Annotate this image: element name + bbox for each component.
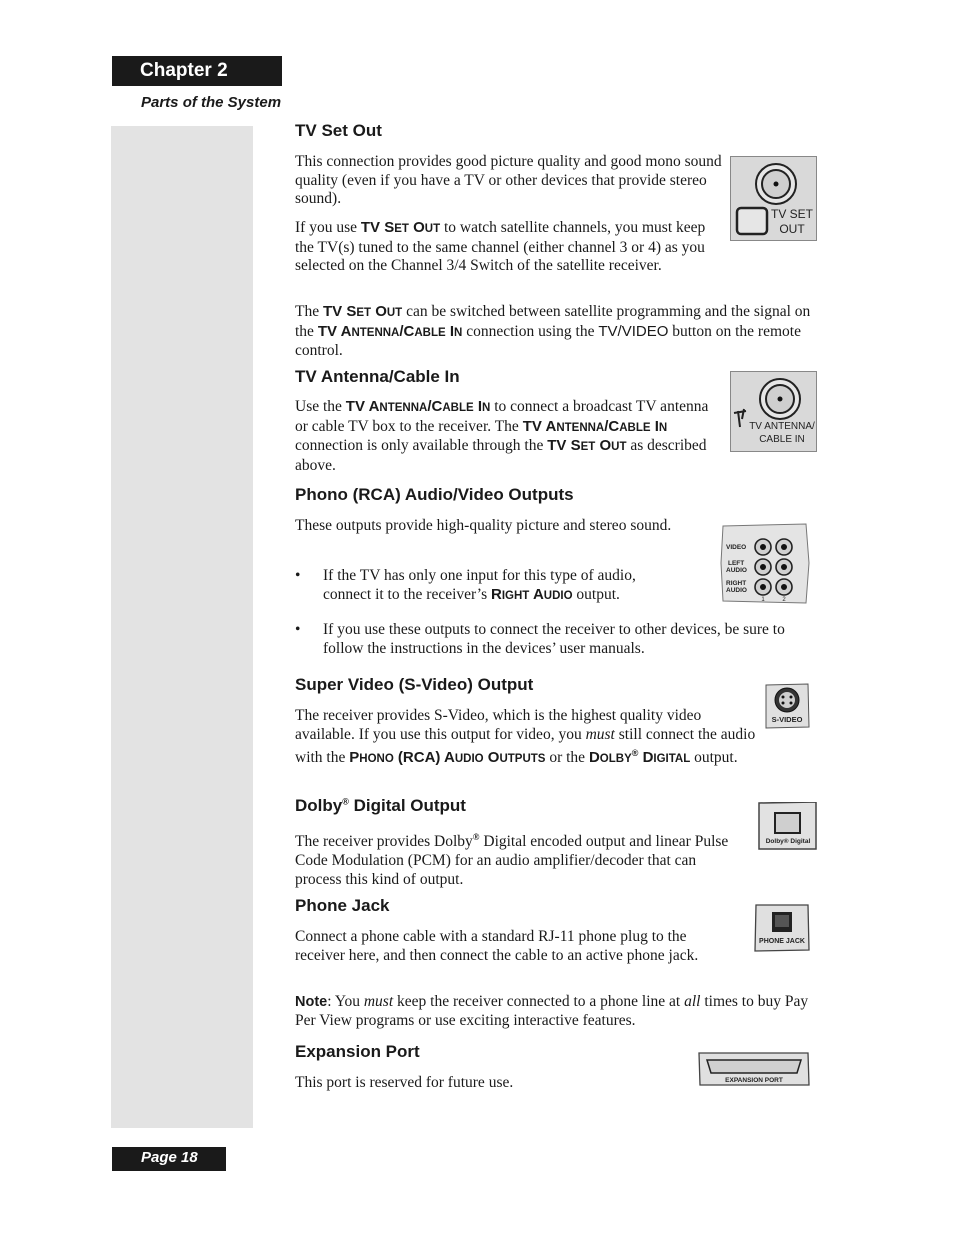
page-number-tab: Page 18 — [112, 1147, 226, 1171]
phone-jack-figure — [754, 904, 810, 952]
expansion-para: This port is reserved for future use. — [295, 1074, 514, 1091]
svg-text:AUDIO: AUDIO — [726, 587, 747, 594]
svg-text:Dolby® Digital: Dolby® Digital — [765, 838, 811, 845]
tv-antenna-figure — [730, 371, 817, 452]
tv-set-out-para2: If you use TV SET OUT to watch satellite channels, you must keep the TV(s) tuned to the same channel (either channel 3 or 4) as you selected on the Channel 3/4 Switch of the satellite receiver. — [295, 219, 706, 275]
dolby-para: The receiver provides Dolby® Digital encoded output and linear Pulse Code Modulation (PCM) for an audio amplifier/decoder that can process this kind of output. — [295, 832, 729, 888]
svg-text:RIGHT: RIGHT — [726, 580, 747, 587]
phone-jack-note: Note: You must keep the receiver connected to a phone line at all times to buy Pay Per View programs or use exciting interactive features. — [295, 993, 809, 1029]
svg-text:LEFT: LEFT — [728, 560, 745, 567]
heading-tv-antenna: TV Antenna/Cable In — [295, 367, 460, 386]
phono-bullet1: If the TV has only one input for this type of audio, connect it to the receiver’s RIGHT AUDIO output. — [323, 567, 636, 603]
bullet-marker: • — [295, 567, 301, 584]
svg-text:VIDEO: VIDEO — [726, 544, 747, 551]
heading-phone-jack: Phone Jack — [295, 896, 390, 915]
section-subtitle: Parts of the System — [141, 94, 282, 111]
phono-para1: These outputs provide high-quality picture and stereo sound. — [295, 517, 672, 534]
sidebar-shade — [111, 126, 253, 1128]
phono-bullet2: If you use these outputs to connect the receiver to other devices, be sure to follow the instructions in the devices’ user manuals. — [323, 621, 785, 657]
tv-set-out-figure — [730, 156, 817, 241]
heading-expansion: Expansion Port — [295, 1042, 420, 1061]
svg-text:PHONE JACK: PHONE JACK — [759, 938, 805, 945]
heading-tv-set-out: TV Set Out — [295, 121, 382, 140]
expansion-port-figure — [698, 1052, 810, 1086]
svg-text:2: 2 — [782, 597, 786, 603]
svg-text:AUDIO: AUDIO — [726, 567, 747, 574]
svg-text:EXPANSION PORT: EXPANSION PORT — [725, 1077, 783, 1084]
rca-outputs-figure — [720, 523, 810, 605]
tv-antenna-para: Use the TV ANTENNA/CABLE IN to connect a broadcast TV antenna or cable TV box to the receiver. The TV ANTENNA/CABLE IN connection is only available through the TV SET OUT as described above. — [295, 398, 709, 475]
dolby-digital-figure — [758, 802, 817, 850]
svg-text:OUT: OUT — [779, 222, 805, 236]
heading-svideo: Super Video (S-Video) Output — [295, 675, 534, 694]
svideo-figure — [764, 683, 810, 729]
heading-dolby: Dolby® Digital Output — [295, 796, 466, 815]
svg-text:1: 1 — [761, 597, 765, 603]
heading-phono: Phono (RCA) Audio/Video Outputs — [295, 485, 574, 504]
svg-text:S-VIDEO: S-VIDEO — [771, 715, 803, 724]
svg-text:CABLE IN: CABLE IN — [759, 434, 805, 445]
svg-text:TV SET: TV SET — [770, 207, 814, 221]
svideo-para: The receiver provides S-Video, which is the highest quality video available. If you use this output for video, you must still connect the audio with the PHONO (RCA) AUDIO OUTPUTS or the DOLBY® DIGITAL output. — [295, 707, 756, 767]
bullet-marker: • — [295, 621, 301, 638]
svg-text:TV ANTENNA/: TV ANTENNA/ — [749, 421, 815, 432]
phone-jack-para: Connect a phone cable with a standard RJ-11 phone plug to the receiver here, and then connect the cable to an active phone jack. — [295, 928, 699, 964]
tv-set-out-para1: This connection provides good picture quality and good mono sound quality (even if you have a TV or other devices that provide stereo sound). — [295, 153, 722, 208]
tv-set-out-para3: The TV SET OUT can be switched between satellite programming and the signal on the TV ANTENNA/CABLE IN connection using the TV/VIDEO button on the remote control. — [295, 303, 811, 360]
chapter-tab: Chapter 2 — [112, 56, 282, 86]
